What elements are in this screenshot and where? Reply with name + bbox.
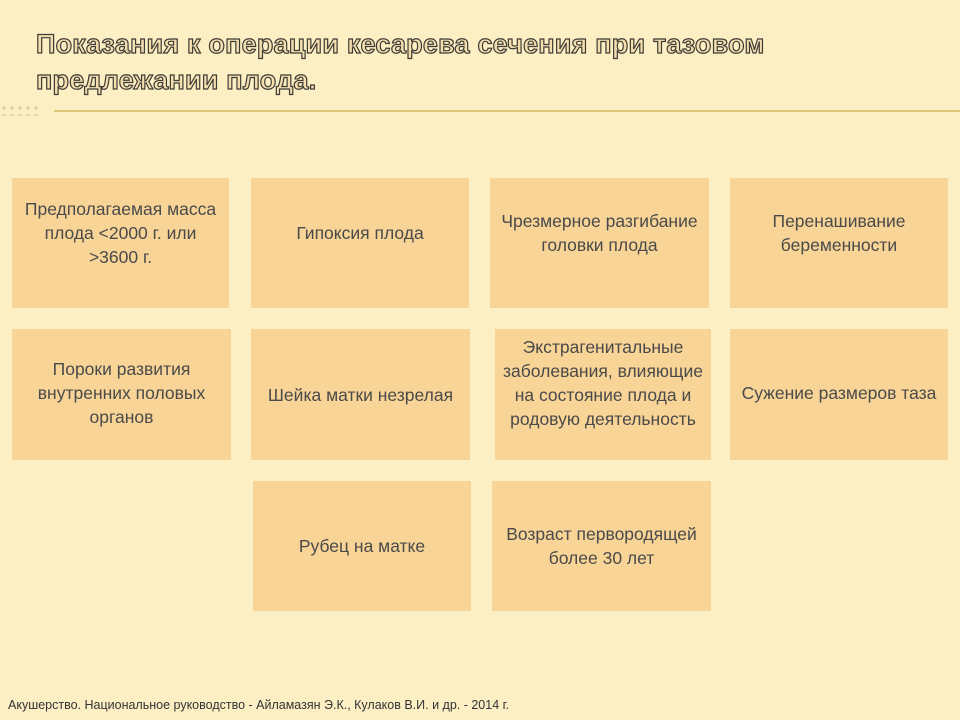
indication-box-post-term xyxy=(730,178,948,308)
indication-box-fetal-hypoxia xyxy=(251,178,469,308)
indication-box-extragenital xyxy=(495,329,711,460)
box-label: Рубец на матке xyxy=(298,536,426,556)
decorative-dots xyxy=(0,104,40,116)
indication-box-primipara-age xyxy=(492,481,711,611)
indication-box-narrow-pelvis xyxy=(730,329,948,460)
box-label: Пороки развития внутренних половых органов xyxy=(37,358,206,427)
box-label: Сужение размеров таза xyxy=(741,382,937,403)
box-label: Экстрагенитальные заболевания, влияющие на состояние плода и родовую деятельность xyxy=(503,337,703,429)
page-title: Показания к операции кесарева сечения при тазовом предлежании плода. xyxy=(36,29,765,95)
indication-box-fetal-weight xyxy=(12,178,229,308)
box-label: Предполагаемая масса плода <2000 г. или >3600 г. xyxy=(24,199,217,267)
indication-box-malformations xyxy=(12,329,231,460)
box-label: Шейка матки незрелая xyxy=(267,384,454,405)
title-underline xyxy=(54,110,960,112)
indication-box-head-extension xyxy=(490,178,709,308)
source-citation: Акушерство. Национальное руководство - Айламазян Э.К., Кулаков В.И. и др. - 2014 г. xyxy=(8,698,510,712)
indication-box-uterine-scar xyxy=(253,481,471,611)
box-label: Гипоксия плода xyxy=(296,223,424,243)
box-label: Чрезмерное разгибание головки плода xyxy=(501,211,698,255)
box-label: Возраст первородящей более 30 лет xyxy=(506,524,697,568)
box-label: Перенашивание беременности xyxy=(772,211,906,255)
indication-box-immature-cervix xyxy=(251,329,470,460)
